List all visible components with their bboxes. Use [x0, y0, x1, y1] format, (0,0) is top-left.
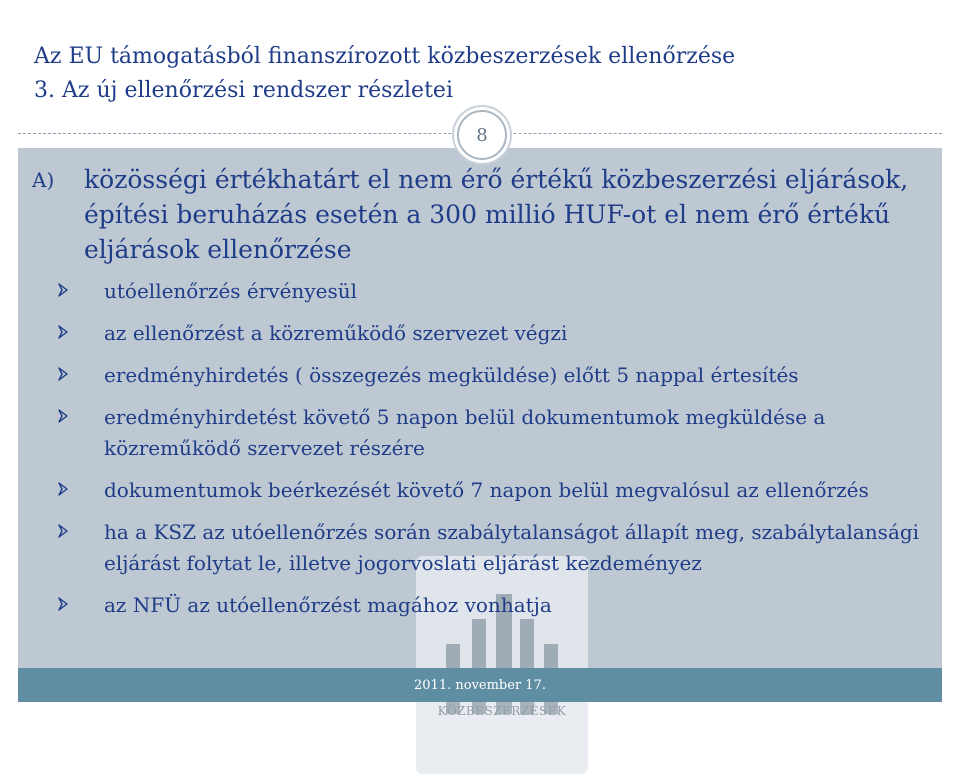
arrow-bullet-icon	[56, 597, 70, 611]
list-item-text: dokumentumok beérkezését követő 7 napon belül megvalósul az ellenőrzés	[104, 478, 869, 502]
bullet-list	[18, 276, 928, 632]
list-item-text: ha a KSZ az utóellenőrzés során szabálytalanságot állapít meg, szabálytalansági eljárást folytat le, illetve jogorvoslati eljárást kezdeményez	[104, 520, 920, 575]
arrow-bullet-icon	[56, 283, 70, 297]
list-item	[18, 360, 928, 391]
list-item-text: eredményhirdetés ( összegezés megküldése) előtt 5 nappal értesítés	[104, 363, 799, 387]
section-heading: közösségi értékhatárt el nem érő értékű közbeszerzési eljárások, építési beruházás esetén a 300 millió HUF-ot el nem érő értékű eljárások ellenőrzése	[84, 165, 909, 264]
list-item-text: utóellenőrzés érvényesül	[104, 279, 357, 303]
list-item	[18, 475, 928, 506]
list-item	[18, 276, 928, 307]
section-marker: A)	[32, 168, 55, 192]
slide-footer	[18, 668, 942, 702]
arrow-bullet-icon	[56, 409, 70, 423]
list-item	[18, 318, 928, 349]
arrow-bullet-icon	[56, 367, 70, 381]
list-item-text: eredményhirdetést követő 5 napon belül dokumentumok megküldése a közreműködő szervezet részére	[104, 405, 826, 460]
footer-date: 2011. november 17.	[414, 678, 546, 693]
list-item	[18, 517, 928, 579]
page-number-badge: 8	[457, 110, 507, 160]
list-item	[18, 590, 928, 621]
slide-title: Az EU támogatásból finanszírozott közbeszerzések ellenőrzése	[34, 44, 736, 69]
arrow-bullet-icon	[56, 482, 70, 496]
arrow-bullet-icon	[56, 524, 70, 538]
list-item-text: az ellenőrzést a közreműködő szervezet végzi	[104, 321, 568, 345]
watermark-text: KÖZBESZERZÉSEK	[437, 704, 567, 718]
arrow-bullet-icon	[56, 325, 70, 339]
list-item	[18, 402, 928, 464]
slide-subtitle: 3. Az új ellenőrzési rendszer részletei	[34, 78, 453, 103]
list-item-text: az NFÜ az utóellenőrzést magához vonhatja	[104, 593, 552, 617]
